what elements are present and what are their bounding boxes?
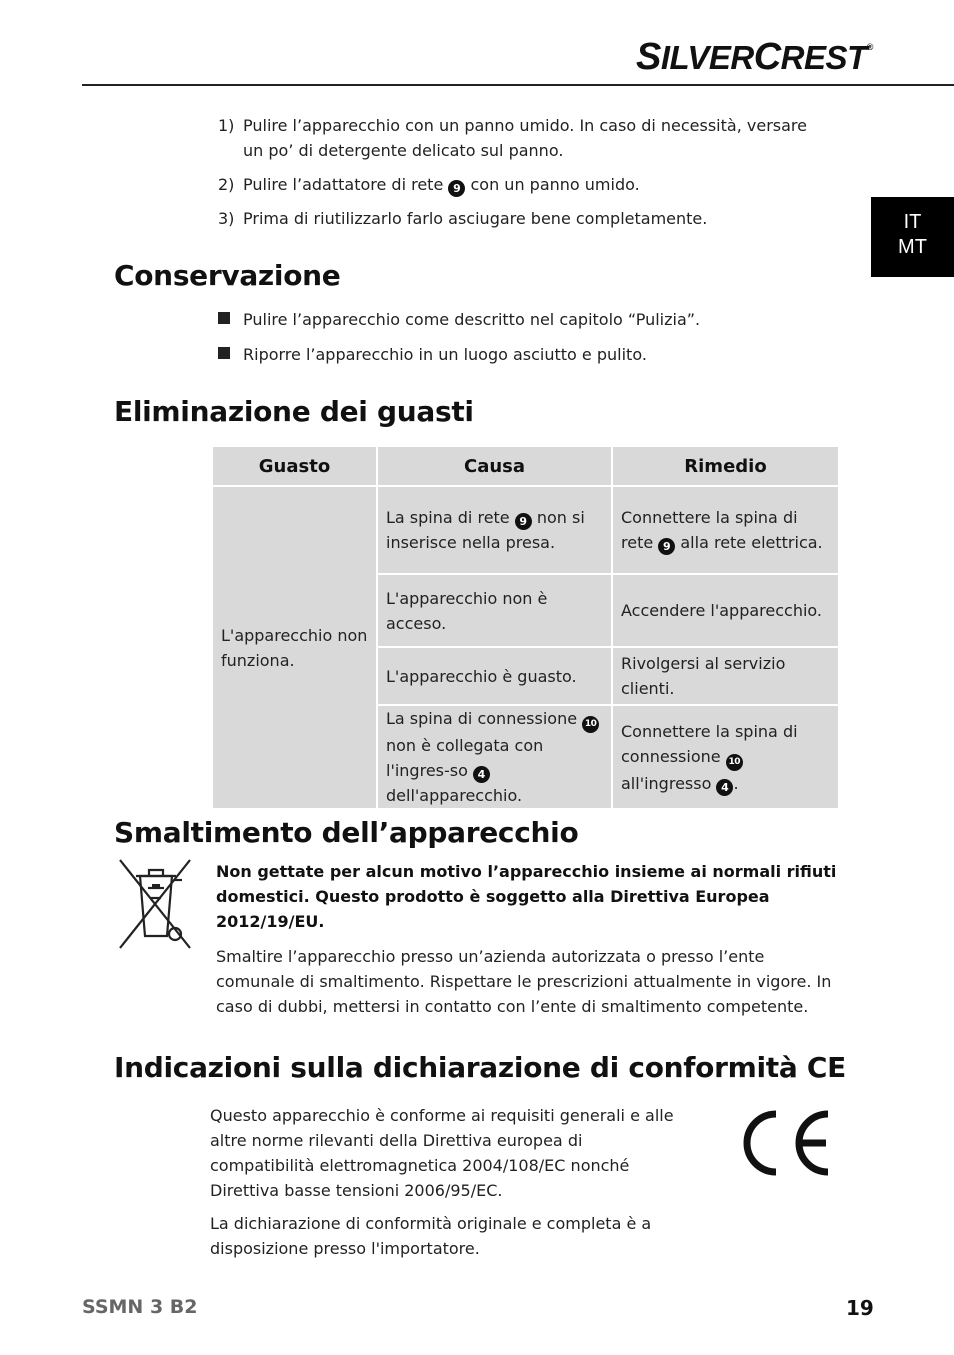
section-title-smaltimento: Smaltimento dell’apparecchio xyxy=(114,816,579,849)
language-tab xyxy=(871,197,954,277)
section-title-guasti: Eliminazione dei guasti xyxy=(114,395,474,428)
cleaning-step xyxy=(218,172,828,197)
cause-cell: L'apparecchio è guasto. xyxy=(377,647,612,705)
cause-cell: L'apparecchio non è acceso. xyxy=(377,574,612,647)
ref-number-badge: 4 xyxy=(473,766,490,783)
crossed-bin-icon xyxy=(118,858,192,950)
step-text: Pulire l’adattatore di rete xyxy=(243,175,444,194)
ref-number-badge: 10 xyxy=(726,754,743,771)
troubleshooting-table xyxy=(211,445,840,810)
column-header-rimedio: Rimedio xyxy=(612,446,839,486)
remedy-cell: Rivolgersi al servizio clienti. xyxy=(612,647,839,705)
remedy-cell: Accendere l'apparecchio. xyxy=(612,574,839,647)
bullet-square-icon xyxy=(218,347,230,359)
step-number: 2) xyxy=(218,175,235,194)
table-row xyxy=(212,486,839,574)
column-header-guasto: Guasto xyxy=(212,446,377,486)
column-header-causa: Causa xyxy=(377,446,612,486)
step-text: con un panno umido. xyxy=(470,175,640,194)
remedy-cell: Connettere la spina di connessione 10 all'ingresso 4 . xyxy=(612,705,839,809)
disposal-text: Smaltire l’apparecchio presso un’azienda autorizzata o presso l’ente comunale di smaltimento. Rispettare le prescrizioni attualmente in vigore. In caso di dubbi, mettersi in contatto con l’ente di smaltimento competente. xyxy=(216,947,832,1016)
disposal-warning: Non gettate per alcun motivo l’apparecchio insieme ai normali rifiuti domestici. Questo prodotto è soggetto alla Direttiva Europea 2012/19/EU. xyxy=(216,862,837,931)
ref-number-badge: 4 xyxy=(716,779,733,796)
lang-code-2: MT xyxy=(898,236,927,258)
bullet-square-icon xyxy=(218,312,230,324)
cleaning-step xyxy=(218,113,828,163)
ref-number-badge: 9 xyxy=(515,513,532,530)
page-number: 19 xyxy=(846,1296,874,1320)
table-header-row xyxy=(212,446,839,486)
step-text: Prima di riutilizzarlo farlo asciugare bene completamente. xyxy=(243,209,708,228)
list-item: Pulire l’apparecchio come descritto nel capitolo “Pulizia”. xyxy=(218,307,700,332)
list-item: Riporre l’apparecchio in un luogo asciutto e pulito. xyxy=(218,342,647,367)
cause-cell: La spina di connessione 10 non è collegata con l'ingres-so 4 dell'apparecchio. xyxy=(377,705,612,809)
cause-cell: La spina di rete 9 non si inserisce nella presa. xyxy=(377,486,612,574)
remedy-cell: Connettere la spina di rete 9 alla rete elettrica. xyxy=(612,486,839,574)
problem-cell: L'apparecchio non funziona. xyxy=(212,486,377,809)
ref-number-badge: 9 xyxy=(448,180,465,197)
step-number: 1) xyxy=(218,116,235,135)
ref-number-badge: 9 xyxy=(658,538,675,555)
ref-number-badge: 10 xyxy=(582,716,599,733)
step-number: 3) xyxy=(218,209,235,228)
ce-paragraph: La dichiarazione di conformità originale e completa è a disposizione presso l'importatore. xyxy=(210,1214,652,1258)
lang-code-1: IT xyxy=(903,211,922,233)
ce-paragraph: Questo apparecchio è conforme ai requisiti generali e alle altre norme rilevanti della Direttiva europea di compatibilità elettromagnetica 2004/108/EC nonché Direttiva basse tensioni 2006/95/EC. xyxy=(210,1106,674,1200)
section-title-conservazione: Conservazione xyxy=(114,259,341,292)
section-title-ce: Indicazioni sulla dichiarazione di conformità CE xyxy=(114,1051,846,1084)
cleaning-step xyxy=(218,206,828,231)
step-text: Pulire l’apparecchio con un panno umido. In caso di necessità, versare un po’ di detergente delicato sul panno. xyxy=(243,116,807,160)
model-number: SSMN 3 B2 xyxy=(82,1296,198,1318)
brand-logo: SILVERCREST® xyxy=(636,36,873,78)
header-rule xyxy=(82,84,954,86)
ce-mark-icon xyxy=(736,1108,832,1178)
